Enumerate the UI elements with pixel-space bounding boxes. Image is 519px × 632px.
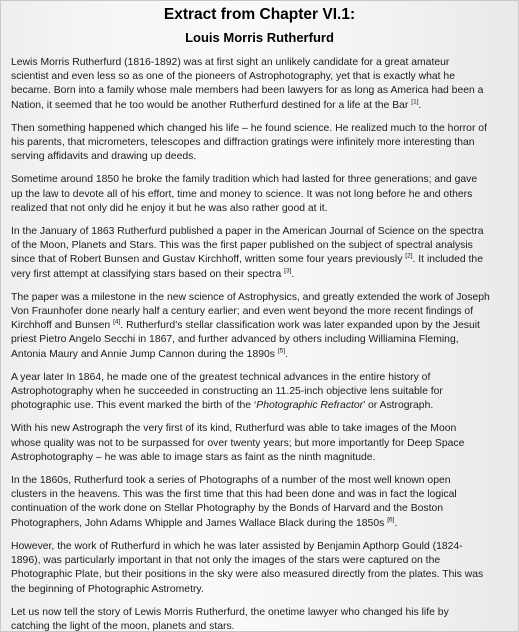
- footnote-ref-4[interactable]: [4]: [113, 318, 121, 326]
- paragraph-text: The paper was a milestone in the new science of Astrophysics, and greatly extended the work of Joseph Von Fraunhofer done nearly half a century earlier; and even went beyond the more recent findings of Kirchhoff and Bunsen: [11, 291, 490, 332]
- paragraph-text: A year later In 1864, he made one of the greatest technical advances in the entire history of Astrophotography when he succeeded in constructing an 11.25-inch objective lens suitable for photographic use. This event marked the birth of the ‘: [11, 371, 443, 412]
- italic-term: Photographic Refractor: [256, 400, 364, 412]
- paragraph-text: In the January of 1863 Rutherfurd published a paper in the American Journal of Science on the spectra of the Moon, Planets and Stars. This was the first paper published on the subject of spectral analysis since that of Robert Bunsen and Gustav Kirchhoff, written some four years previously: [11, 226, 484, 266]
- paragraph-3: Sometime around 1850 he broke the family tradition which had lasted for three generations; and gave up the law to devote all of his effort, time and money to science. It was not long before he and others realized that not only did he enjoy it but he was also rather good at it.: [11, 174, 478, 214]
- paragraph-10: Let us now tell the story of Lewis Morris Rutherfurd, the onetime lawyer who changed his life by catching the light of the moon, planets and stars.: [11, 606, 449, 632]
- footnote-ref-6[interactable]: [6]: [387, 516, 395, 524]
- chapter-title: Extract from Chapter VI.1:: [163, 6, 356, 23]
- paragraph-8: [11, 474, 513, 531]
- paragraph-7: With his new Astrograph the very first of its kind, Rutherfurd was able to take images of the Moon whose quality was not to be surpassed for over twenty years; but more importantly for Deep Space Astrophotography – he was able to image stars as faint as the ninth magnitude.: [11, 423, 465, 463]
- document-header: [1, 1, 518, 46]
- paragraph-text: In the 1860s, Rutherfurd took a series of Photographs of a number of the most well known open clusters in the heavens. This was the first time that this had been done and was in fact the logical continuation of the work done on Stellar Photography by the Bonds of Harvard and the Boston Photographers, John Adams Whipple and James Wallace Black during the 1850s: [11, 475, 457, 529]
- paragraph-1: [11, 56, 513, 113]
- paragraph-6: [11, 371, 513, 414]
- paragraph-text: .: [418, 99, 422, 111]
- footnote-ref-2[interactable]: [2]: [405, 252, 413, 260]
- paragraph-text: .: [291, 268, 295, 280]
- paragraph-text: .: [394, 517, 398, 529]
- paragraph-5: [11, 291, 513, 362]
- footnote-ref-3[interactable]: [3]: [284, 267, 292, 275]
- paragraph-4: [11, 225, 513, 282]
- paragraph-text: .: [285, 348, 288, 360]
- footnote-ref-1[interactable]: [1]: [411, 98, 419, 106]
- paragraph-text: . Rutherfurd’s stellar classification work was later expanded upon by the Jesuit priest Pietro Angelo Secchi in 1867, and further advanced by others including Williamina Fleming, Antonia Maury and Annie Jump Cannon during the 1890s: [11, 320, 480, 360]
- footnote-ref-5[interactable]: [5]: [277, 347, 286, 355]
- paragraph-text: . It included the very first attempt at classifying stars based on their spectra: [11, 254, 483, 280]
- article-body: [11, 56, 513, 632]
- paragraph-2: Then something happened which changed his life – he found science. He realized much to the horror of his parents, that micrometers, telescopes and diffraction gratings were infinitely more interesting than serving affidavits and drawing up deeds.: [11, 122, 487, 163]
- paragraph-text: Lewis Morris Rutherfurd (1816-1892) was at first sight an unlikely candidate for a great amateur scientist and even less so as one of the pioneers of Astrophotography, yet that is exactly what he became. Born into a family whose male members had been lawyers for as long as America had been a Nation, it seemed that he too would be another Rutherfurd destined for a life at the Bar: [11, 57, 484, 111]
- subject-title: Louis Morris Rutherfurd: [185, 30, 334, 45]
- paragraph-text: ’ or Astrograph.: [363, 400, 434, 412]
- paragraph-9: However, the work of Rutherfurd in which he was later assisted by Benjamin Apthorp Gould (1824- 1896), was particularly important in that not only the images of the stars were captured on the Photographic Plate, but their positions in the sky were also measured directly from the plates. This was the beginning of Photographic Astrometry.: [11, 540, 484, 595]
